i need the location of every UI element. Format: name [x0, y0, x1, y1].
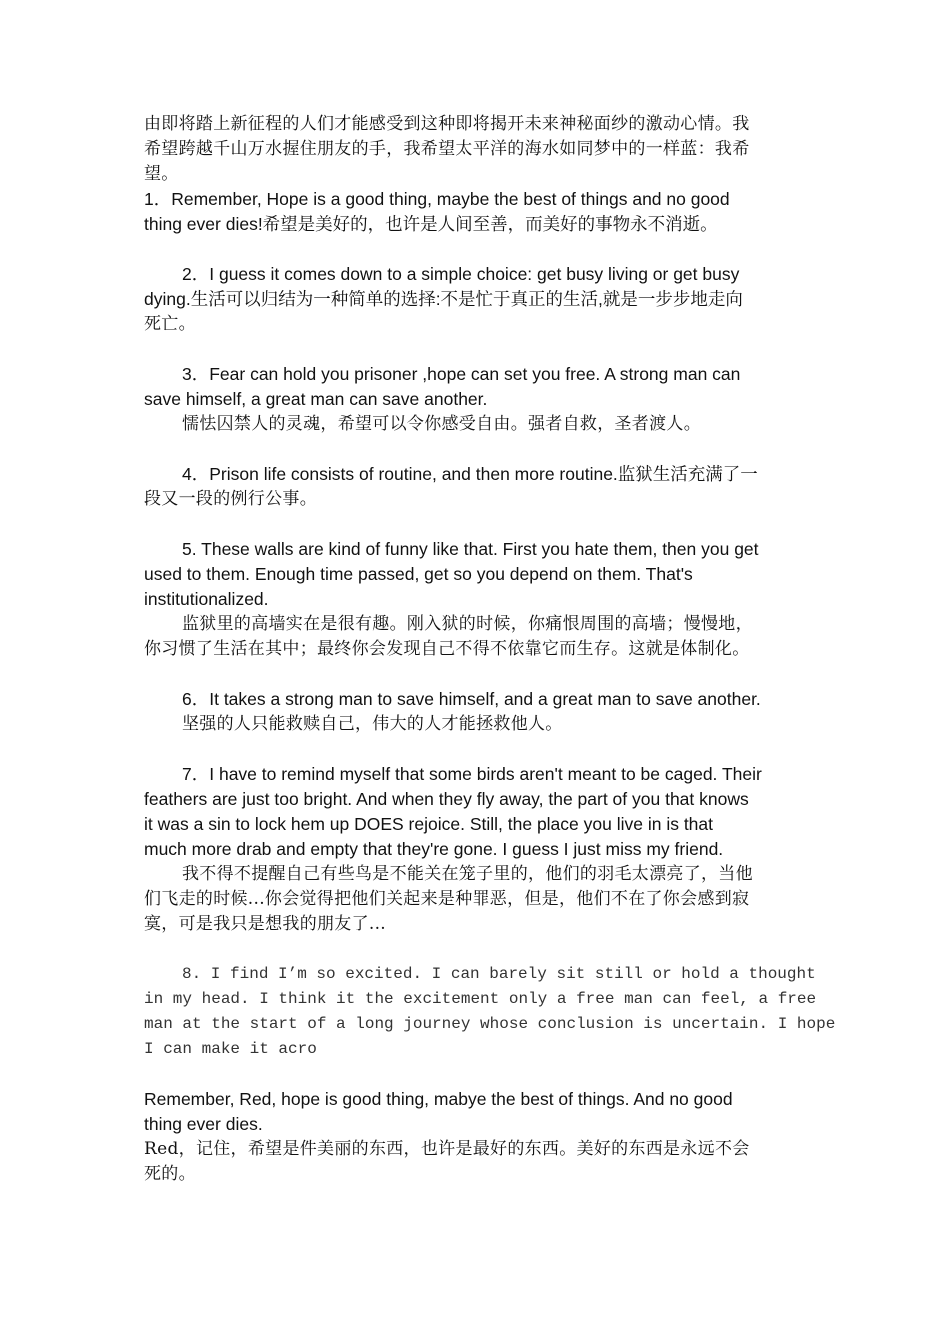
paragraph-spacer: [144, 512, 810, 537]
quote-6: [144, 687, 810, 737]
text-line: Remember, Red, hope is good thing, mabye the best of things. And no good: [144, 1089, 733, 1109]
text-line: 寞，可是我只是想我的朋友了...: [144, 914, 387, 934]
intro-paragraph: [144, 112, 810, 187]
text-line: 8. I find I’m so excited. I can barely sit still or hold a thought: [182, 965, 816, 983]
quote-2: [144, 262, 810, 337]
text-line: 7．I have to remind myself that some birds aren't meant to be caged. Their: [182, 764, 762, 784]
paragraph-spacer: [144, 662, 810, 687]
text-line: 懦怯囚禁人的灵魂，希望可以令你感受自由。强者自救，圣者渡人。: [182, 414, 701, 434]
text-line: dying.生活可以归结为一种简单的选择:不是忙于真正的生活,就是一步步地走向: [144, 289, 743, 309]
text-line: 监狱里的高墙实在是很有趣。刚入狱的时候，你痛恨周围的高墙；慢慢地，: [182, 614, 753, 634]
text-line: Red，记住，希望是件美丽的东西，也许是最好的东西。美好的东西是永远不会: [144, 1139, 750, 1159]
text-line: 1．Remember, Hope is a good thing, maybe the best of things and no good: [144, 189, 730, 209]
text-line: 段又一段的例行公事。: [144, 489, 317, 509]
quote-7: [144, 762, 810, 937]
quote-4: [144, 462, 810, 512]
closing-quote: [144, 1087, 810, 1187]
text-line: 5. These walls are kind of funny like that. First you hate them, then you get: [182, 539, 759, 559]
text-line: 由即将踏上新征程的人们才能感受到这种即将揭开未来神秘面纱的激动心情。我: [144, 114, 750, 134]
text-line: used to them. Enough time passed, get so you depend on them. That's: [144, 564, 693, 584]
text-line: save himself, a great man can save another.: [144, 389, 488, 409]
text-line: 你习惯了生活在其中；最终你会发现自己不得不依靠它而生存。这就是体制化。: [144, 639, 750, 659]
text-line: 坚强的人只能救赎自己，伟大的人才能拯救他人。: [182, 714, 563, 734]
text-line: 死亡。: [144, 314, 196, 334]
text-line: 死的。: [144, 1164, 196, 1184]
text-line: 6．It takes a strong man to save himself, and a great man to save another.: [182, 689, 761, 709]
text-line: thing ever dies!希望是美好的，也许是人间至善，而美好的事物永不消逝。: [144, 214, 718, 234]
paragraph-spacer: [144, 737, 810, 762]
text-line: thing ever dies.: [144, 1114, 263, 1134]
quote-3: [144, 362, 810, 437]
paragraph-spacer: [144, 437, 810, 462]
paragraph-spacer: [144, 337, 810, 362]
quote-5: [144, 537, 810, 662]
text-line: man at the start of a long journey whose conclusion is uncertain. I hope: [144, 1015, 836, 1033]
text-line: I can make it acro: [144, 1040, 317, 1058]
quote-8: [144, 962, 836, 1062]
text-line: much more drab and empty that they're gone. I guess I just miss my friend.: [144, 839, 724, 859]
text-line: 希望跨越千山万水握住朋友的手，我希望太平洋的海水如同梦中的一样蓝：我希: [144, 139, 750, 159]
text-line: 4．Prison life consists of routine, and then more routine.监狱生活充满了一: [182, 464, 758, 484]
text-line: 们飞走的时候...你会觉得把他们关起来是种罪恶，但是，他们不在了你会感到寂: [144, 889, 750, 909]
text-line: feathers are just too bright. And when they fly away, the part of you that knows: [144, 789, 749, 809]
text-line: 2．I guess it comes down to a simple choice: get busy living or get busy: [182, 264, 740, 284]
text-line: 我不得不提醒自己有些鸟是不能关在笼子里的，他们的羽毛太漂亮了，当他: [182, 864, 753, 884]
document-page: [144, 112, 836, 1187]
text-line: it was a sin to lock hem up DOES rejoice. Still, the place you live in is that: [144, 814, 714, 834]
text-line: institutionalized.: [144, 589, 269, 609]
paragraph-spacer: [144, 1062, 810, 1087]
text-line: 望。: [144, 164, 179, 184]
paragraph-spacer: [144, 237, 810, 262]
text-line: 3．Fear can hold you prisoner ,hope can set you free. A strong man can: [182, 364, 741, 384]
text-line: in my head. I think it the excitement only a free man can feel, a free: [144, 990, 817, 1008]
paragraph-spacer: [144, 937, 810, 962]
quote-1: [144, 187, 810, 237]
